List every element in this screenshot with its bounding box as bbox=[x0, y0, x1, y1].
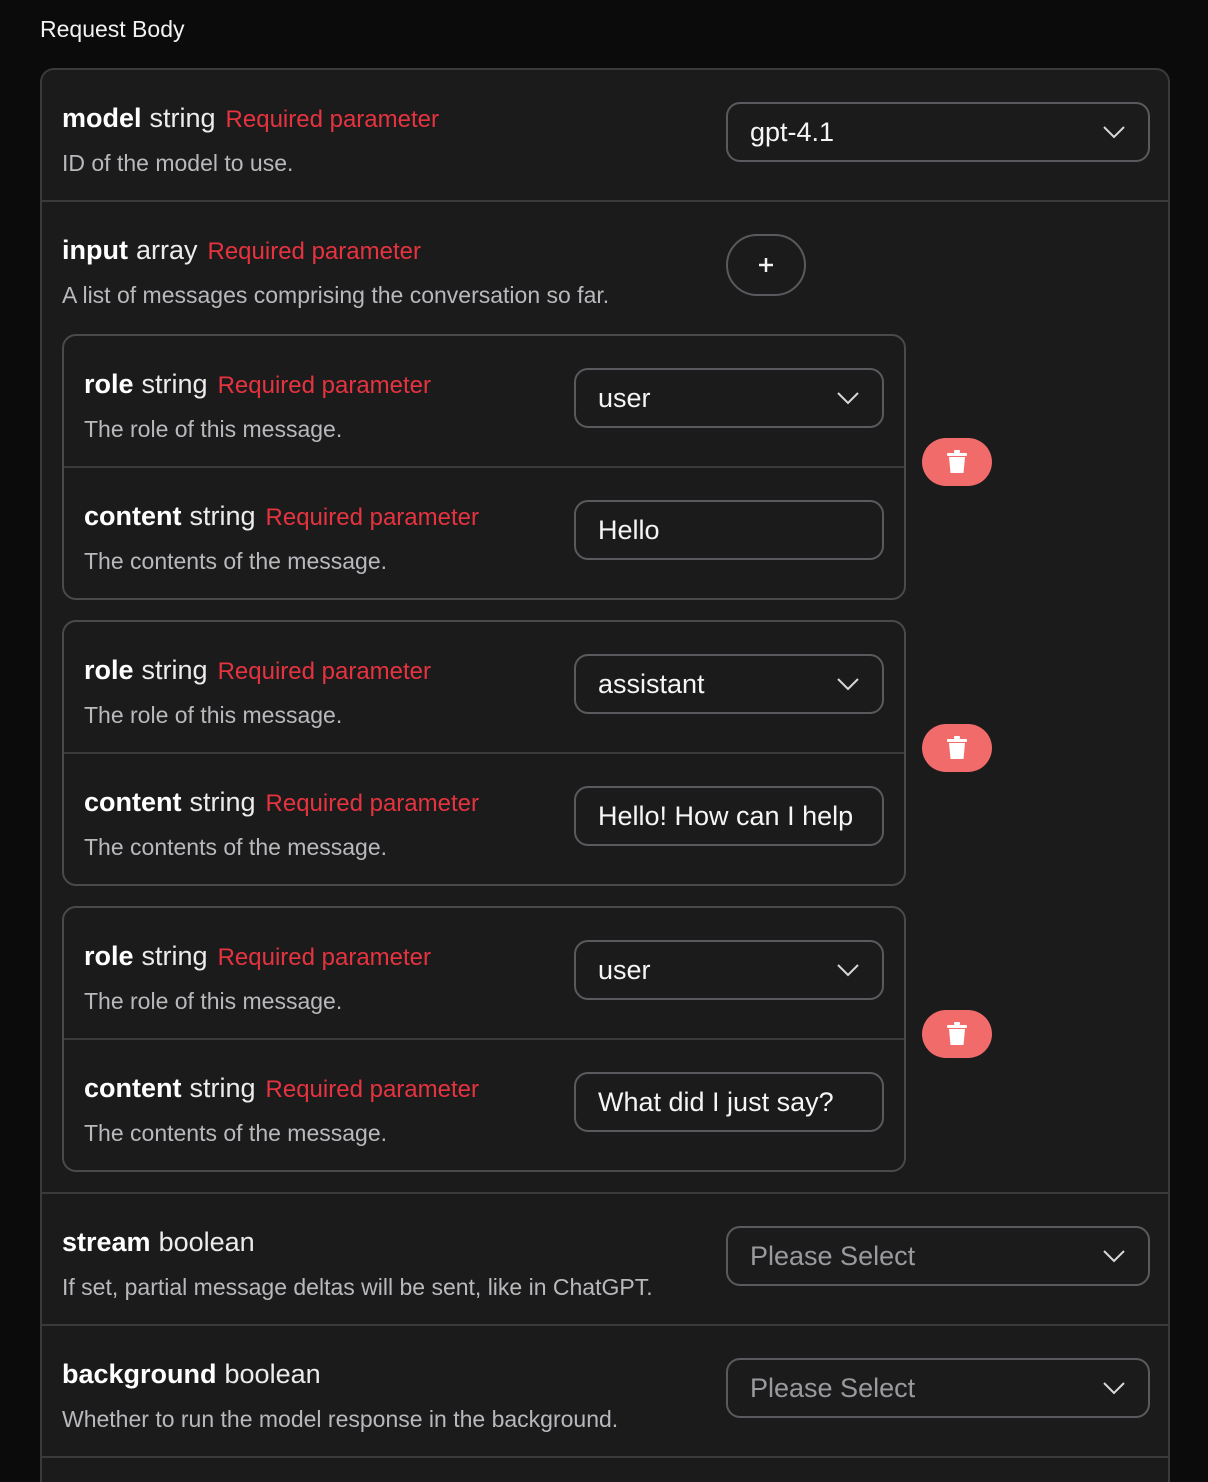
param-header bbox=[84, 940, 431, 974]
message-card bbox=[62, 620, 906, 886]
param-type: string bbox=[141, 655, 208, 685]
model-select-value: gpt-4.1 bbox=[750, 116, 835, 147]
background-select[interactable] bbox=[726, 1358, 1150, 1418]
param-name: role bbox=[84, 941, 134, 971]
content-input[interactable]: Hello bbox=[574, 500, 884, 560]
param-description: The contents of the message. bbox=[84, 1120, 388, 1146]
param-header bbox=[62, 1226, 255, 1258]
chevron-down-icon bbox=[836, 677, 860, 691]
trash-icon bbox=[946, 736, 968, 760]
param-name: input bbox=[62, 235, 128, 265]
param-description: The role of this message. bbox=[84, 988, 343, 1014]
role-select[interactable] bbox=[574, 654, 884, 714]
param-description: The contents of the message. bbox=[84, 548, 388, 574]
divider bbox=[64, 466, 904, 468]
required-label: Required parameter bbox=[265, 790, 479, 817]
required-label: Required parameter bbox=[265, 1076, 479, 1103]
delete-message-button[interactable] bbox=[922, 1010, 992, 1058]
param-row-stream bbox=[42, 1194, 1168, 1326]
param-name: content bbox=[84, 1073, 182, 1103]
required-label: Required parameter bbox=[207, 238, 421, 265]
param-header bbox=[84, 500, 479, 534]
section-title: Request Body bbox=[40, 16, 185, 42]
param-header bbox=[84, 654, 431, 688]
role-select-value: assistant bbox=[598, 668, 705, 699]
param-description: Whether to run the model response in the background. bbox=[62, 1406, 619, 1432]
chevron-down-icon bbox=[1102, 125, 1126, 139]
message-card bbox=[62, 334, 906, 600]
trash-icon bbox=[946, 450, 968, 474]
required-label: Required parameter bbox=[265, 504, 479, 531]
role-select-value: user bbox=[598, 382, 651, 413]
param-row-background bbox=[42, 1326, 1168, 1458]
param-name: model bbox=[62, 103, 142, 133]
param-header bbox=[62, 234, 421, 268]
param-name: background bbox=[62, 1359, 217, 1389]
param-type: string bbox=[141, 941, 208, 971]
param-name: role bbox=[84, 369, 134, 399]
stream-select[interactable] bbox=[726, 1226, 1150, 1286]
param-description: The contents of the message. bbox=[84, 834, 388, 860]
param-type: string bbox=[189, 1073, 256, 1103]
add-message-button[interactable] bbox=[726, 234, 806, 296]
delete-message-button[interactable] bbox=[922, 438, 992, 486]
param-type: boolean bbox=[224, 1359, 321, 1389]
chevron-down-icon bbox=[1102, 1249, 1126, 1263]
param-type: string bbox=[189, 501, 256, 531]
role-select[interactable] bbox=[574, 368, 884, 428]
param-header bbox=[84, 786, 479, 820]
param-description: If set, partial message deltas will be sent, like in ChatGPT. bbox=[62, 1274, 653, 1300]
param-type: string bbox=[149, 103, 216, 133]
param-name: content bbox=[84, 501, 182, 531]
param-type: string bbox=[141, 369, 208, 399]
divider bbox=[64, 1038, 904, 1040]
param-type: boolean bbox=[158, 1227, 255, 1257]
param-description: The role of this message. bbox=[84, 416, 343, 442]
param-description: The role of this message. bbox=[84, 702, 343, 728]
required-label: Required parameter bbox=[217, 372, 432, 399]
param-name: stream bbox=[62, 1227, 151, 1257]
param-description: ID of the model to use. bbox=[62, 150, 294, 176]
param-type: array bbox=[135, 235, 198, 265]
chevron-down-icon bbox=[1102, 1381, 1126, 1395]
param-header bbox=[84, 368, 431, 402]
delete-message-button[interactable] bbox=[922, 724, 992, 772]
request-body-panel bbox=[40, 68, 1170, 1482]
plus-icon bbox=[757, 256, 775, 274]
param-name: role bbox=[84, 655, 134, 685]
chevron-down-icon bbox=[836, 963, 860, 977]
param-row-model bbox=[42, 70, 1168, 202]
content-input[interactable]: Hello! How can I help bbox=[574, 786, 884, 846]
model-select[interactable] bbox=[726, 102, 1150, 162]
role-select[interactable] bbox=[574, 940, 884, 1000]
stream-select-placeholder: Please Select bbox=[750, 1240, 916, 1271]
required-label: Required parameter bbox=[217, 944, 432, 971]
param-name: content bbox=[84, 787, 182, 817]
trash-icon bbox=[946, 1022, 968, 1046]
divider bbox=[64, 752, 904, 754]
param-header bbox=[62, 102, 439, 136]
param-header bbox=[84, 1072, 479, 1106]
chevron-down-icon bbox=[836, 391, 860, 405]
message-card bbox=[62, 906, 906, 1172]
content-input[interactable]: What did I just say? bbox=[574, 1072, 884, 1132]
param-header bbox=[62, 1358, 321, 1390]
role-select-value: user bbox=[598, 954, 651, 985]
background-select-placeholder: Please Select bbox=[750, 1372, 916, 1403]
required-label: Required parameter bbox=[217, 658, 432, 685]
required-label: Required parameter bbox=[225, 106, 439, 133]
param-description: A list of messages comprising the conversation so far. bbox=[62, 282, 610, 308]
param-type: string bbox=[189, 787, 256, 817]
